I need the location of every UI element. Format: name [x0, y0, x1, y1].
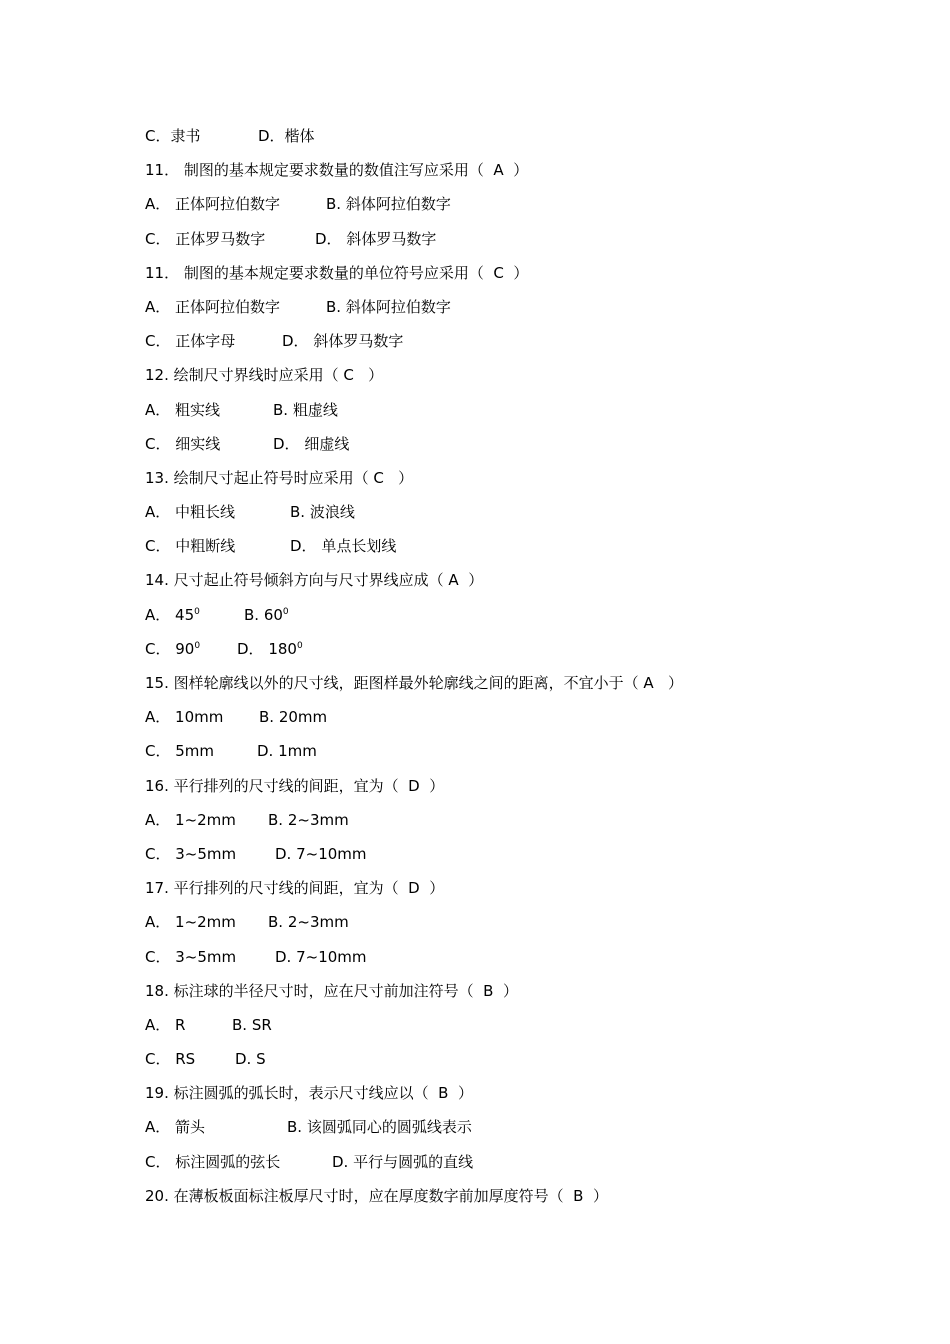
option-b: [268, 808, 349, 832]
option-b-text: D．楷体: [258, 127, 315, 145]
option-b-text: B. 斜体阿拉伯数字: [326, 195, 451, 214]
option-b: [275, 945, 367, 969]
options-line: [145, 329, 845, 363]
option-b-superscript: 0: [282, 606, 289, 617]
option-a-superscript: 0: [194, 640, 201, 651]
question-text: 13. 绘制尺寸起止符号时应采用（ C ）: [145, 468, 414, 487]
option-a: [145, 948, 236, 966]
option-b: [244, 603, 289, 627]
option-a: [145, 742, 214, 760]
option-a: [145, 606, 200, 624]
question-line: [145, 774, 845, 808]
option-b: [290, 534, 396, 558]
options-line: [145, 603, 845, 637]
option-b: [315, 227, 436, 251]
option-b: [237, 637, 303, 661]
option-a: [145, 640, 200, 658]
options-line: [145, 1013, 845, 1047]
question-line: [145, 158, 845, 192]
option-a-text: A． R: [145, 1015, 186, 1034]
option-b: [235, 1047, 266, 1071]
option-b-text: D． 细虚线: [273, 434, 350, 453]
option-a: [145, 913, 236, 931]
option-a-text: C． 正体罗马数字: [145, 229, 266, 248]
options-line: [145, 398, 845, 432]
options-line: [145, 432, 845, 466]
options-line: [145, 295, 845, 329]
option-a-superscript: 0: [194, 606, 200, 617]
question-line: [145, 363, 845, 397]
option-b-text: B. 波浪线: [290, 503, 355, 522]
option-a-text: A． 粗实线: [145, 400, 221, 419]
option-a-text: C． 正体字母: [145, 332, 236, 351]
question-text: 11． 制图的基本规定要求数量的单位符号应采用（ C ）: [145, 263, 529, 282]
options-line: [145, 739, 845, 773]
question-text: 19. 标注圆弧的弧长时，表示尺寸线应以（ B ）: [145, 1084, 473, 1103]
option-a-text: C． 90: [145, 639, 195, 658]
option-a-text: A． 1~2mm: [145, 913, 236, 932]
option-a-text: C． 标注圆弧的弦长: [145, 1152, 281, 1171]
option-b: [273, 432, 349, 456]
option-b: [326, 192, 451, 216]
option-a-text: C． 3~5mm: [145, 844, 237, 863]
question-list: [145, 124, 845, 1218]
option-b-text: D． 单点长划线: [290, 537, 397, 556]
option-b: [273, 398, 338, 422]
option-a-text: A． 正体阿拉伯数字: [145, 195, 281, 214]
option-b: [332, 1150, 473, 1174]
question-line: [145, 568, 845, 602]
option-a-text: C． 3~5mm: [145, 947, 237, 966]
options-line: [145, 808, 845, 842]
options-line: [145, 637, 845, 671]
options-line: [145, 124, 845, 158]
question-line: [145, 1081, 845, 1115]
option-a-text: A． 箭头: [145, 1118, 206, 1137]
question-text: 12. 绘制尺寸界线时应采用（ C ）: [145, 366, 384, 385]
option-a: [145, 230, 265, 248]
option-b-text: D． 斜体罗马数字: [315, 229, 437, 248]
question-line: [145, 979, 845, 1013]
option-b: [275, 842, 367, 866]
options-line: [145, 227, 845, 261]
option-b-text: B. 20mm: [259, 708, 328, 727]
option-b-superscript: 0: [296, 640, 303, 651]
option-a: [145, 503, 235, 521]
option-a-text: A． 1~2mm: [145, 810, 236, 829]
question-line: [145, 671, 845, 705]
options-line: [145, 192, 845, 226]
options-line: [145, 1150, 845, 1184]
option-a: [145, 1153, 280, 1171]
option-b: [268, 910, 349, 934]
options-line: [145, 705, 845, 739]
question-text: 20. 在薄板板面标注板厚尺寸时，应在厚度数字前加厚度符号（ B ）: [145, 1186, 608, 1205]
question-line: [145, 876, 845, 910]
option-a-text: A． 正体阿拉伯数字: [145, 297, 281, 316]
options-line: [145, 1047, 845, 1081]
question-text: 15. 图样轮廓线以外的尺寸线，距图样最外轮廓线之间的距离，不宜小于（ A ）: [145, 674, 683, 692]
option-a-text: A． 45: [145, 605, 195, 624]
option-b: [232, 1013, 272, 1037]
question-text: 16. 平行排列的尺寸线的间距，宜为（ D ）: [145, 776, 445, 795]
options-line: [145, 945, 845, 979]
question-line: [145, 261, 845, 295]
options-line: [145, 534, 845, 568]
option-a: [145, 537, 235, 555]
options-line: [145, 500, 845, 534]
option-b: [282, 329, 403, 353]
option-b-text: B. 2~3mm: [268, 810, 349, 829]
option-b: [287, 1115, 472, 1139]
option-b-text: D. 7~10mm: [275, 947, 367, 966]
option-a: [145, 127, 200, 145]
options-line: [145, 842, 845, 876]
option-a: [145, 332, 235, 350]
option-b-text: B. 2~3mm: [268, 913, 349, 932]
option-b: [258, 124, 315, 148]
option-b: [326, 295, 451, 319]
option-a-text: A． 10mm: [145, 708, 224, 727]
option-a: [145, 195, 280, 213]
option-b-text: B. 该圆弧同心的圆弧线表示: [287, 1118, 472, 1137]
option-b-text: B. 斜体阿拉伯数字: [326, 297, 451, 316]
options-line: [145, 910, 845, 944]
option-b-text: B. 60: [244, 605, 283, 624]
option-b-text: D. 平行与圆弧的直线: [332, 1152, 474, 1171]
question-text: 18. 标注球的半径尺寸时，应在尺寸前加注符号（ B ）: [145, 981, 518, 1000]
options-line: [145, 1115, 845, 1149]
option-a-text: C．隶书: [145, 127, 201, 145]
question-text: 11． 制图的基本规定要求数量的数值注写应采用（ A ）: [145, 161, 529, 180]
option-b-text: D． 180: [237, 639, 297, 658]
option-a: [145, 1050, 195, 1068]
option-a-text: C． 5mm: [145, 742, 215, 761]
option-a: [145, 401, 220, 419]
option-a: [145, 811, 236, 829]
option-b-text: D. 7~10mm: [275, 844, 367, 863]
option-b: [259, 705, 327, 729]
question-line: [145, 1184, 845, 1218]
option-a: [145, 845, 236, 863]
option-a: [145, 1016, 185, 1034]
option-b-text: B. 粗虚线: [273, 400, 338, 419]
option-a-text: A． 中粗长线: [145, 503, 236, 522]
option-a: [145, 708, 223, 726]
option-b-text: D． 斜体罗马数字: [282, 332, 404, 351]
option-a: [145, 435, 220, 453]
option-b: [257, 739, 317, 763]
option-b: [290, 500, 355, 524]
option-a-text: C． RS: [145, 1050, 196, 1069]
option-a-text: C． 中粗断线: [145, 537, 236, 556]
option-b-text: D. 1mm: [257, 742, 317, 761]
question-text: 17. 平行排列的尺寸线的间距，宜为（ D ）: [145, 879, 445, 898]
question-line: [145, 466, 845, 500]
option-b-text: D. S: [235, 1050, 266, 1069]
option-a: [145, 298, 280, 316]
question-text: 14. 尺寸起止符号倾斜方向与尺寸界线应成（ A ）: [145, 571, 484, 590]
option-a: [145, 1118, 205, 1136]
option-a-text: C． 细实线: [145, 434, 221, 453]
option-b-text: B. SR: [232, 1015, 272, 1034]
